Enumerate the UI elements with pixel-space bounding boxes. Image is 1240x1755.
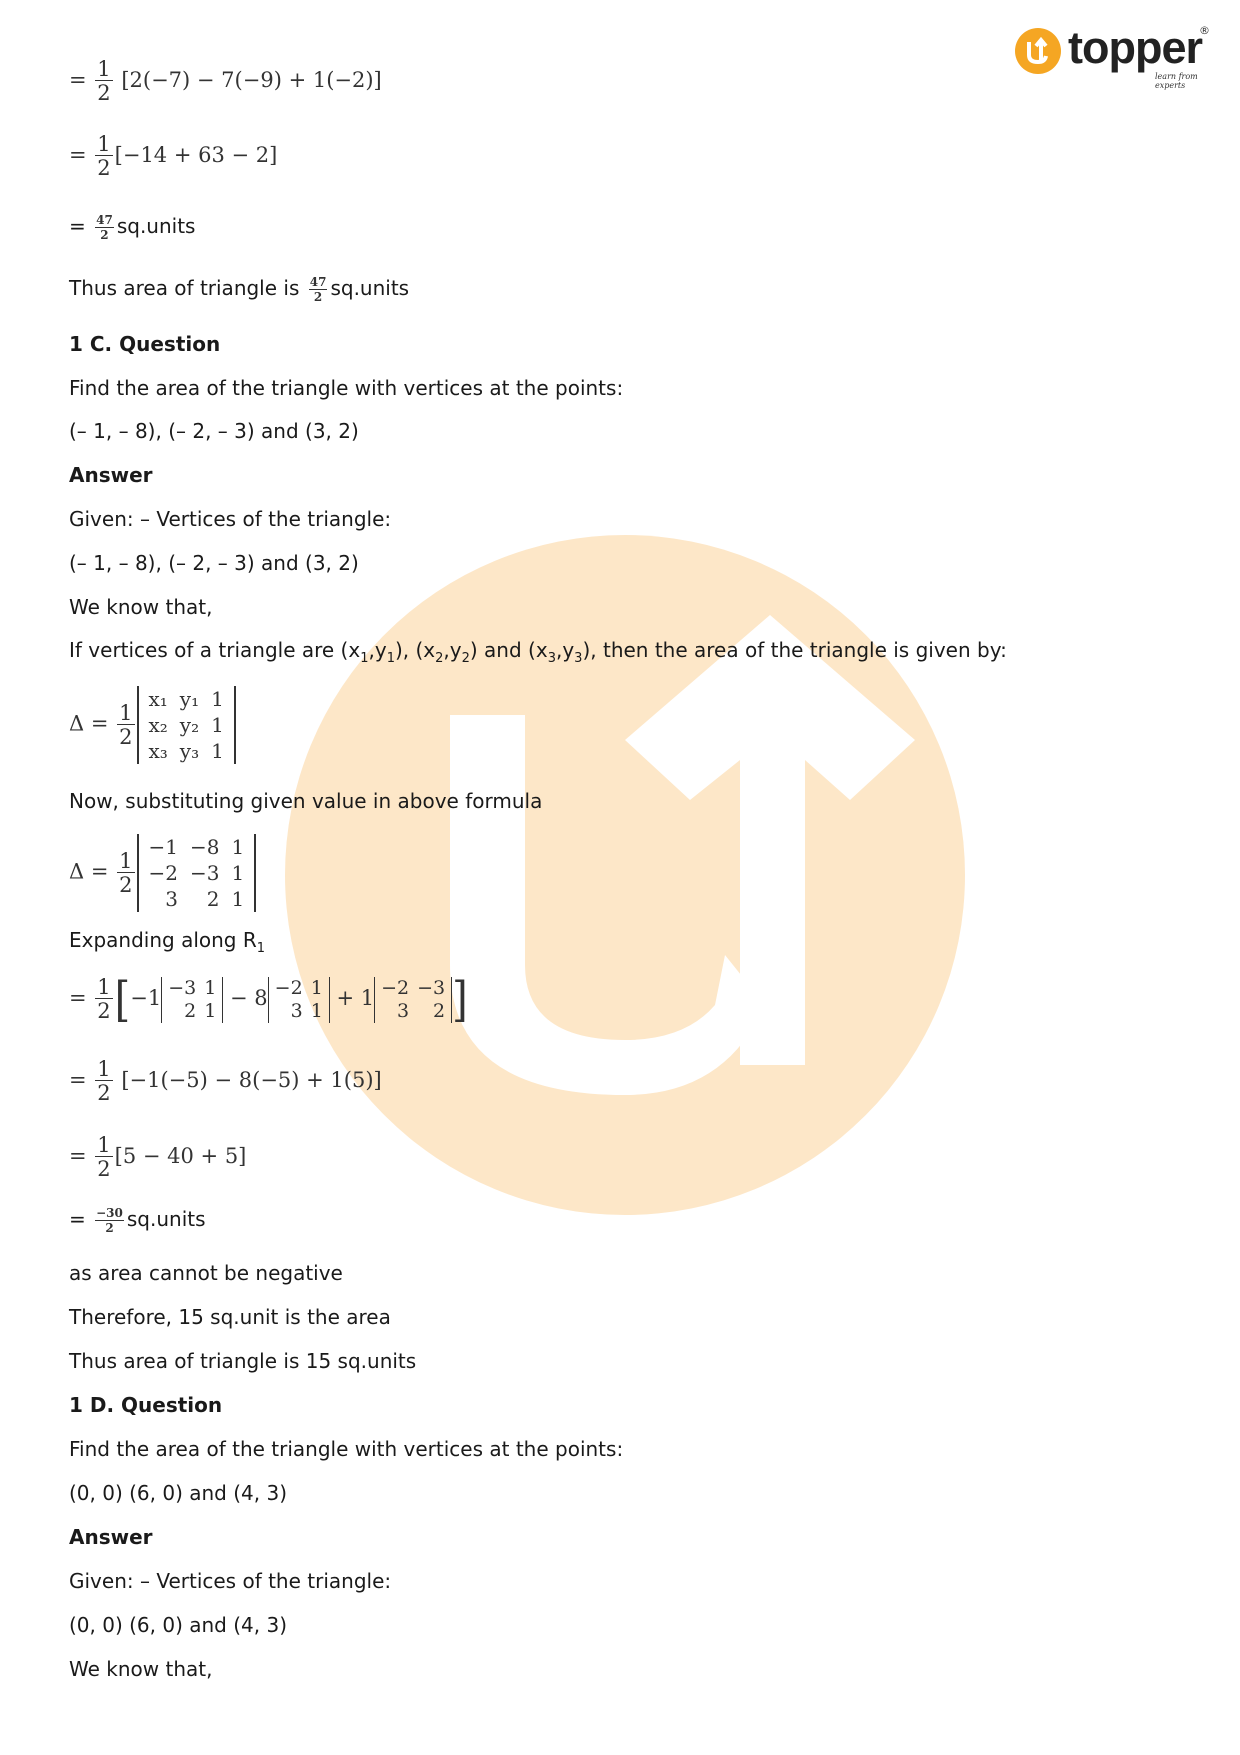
prev-step-2: = $\frac{1}{2}$ [−14 + 63 − 2] [69,132,278,180]
know-text: We know that, [69,595,213,619]
question-points: (– 1, – 8), (– 2, – 3) and (3, 2) [69,419,359,443]
answer-label: Answer [69,463,153,487]
formula-determinant: Δ = $\frac{1}{2}$ x₁ y₁ 1 x₂ y₂ 1 x₃ y₃ 1 [69,686,236,764]
prev-result: = $\frac{47}{2}$ sq.units [69,213,196,242]
therefore-text: Therefore, 15 sq.unit is the area [69,1305,391,1329]
sum-step: = $\frac{1}{2}$ [5 − 40 + 5] [69,1133,247,1181]
prev-conclusion: Thus area of triangle is $\frac{47}{2}$ sq.units [69,275,410,304]
question-points: (0, 0) (6, 0) and (4, 3) [69,1481,288,1505]
expansion-step: = $\frac{1}{2}$ [−1 −3 1 2 1 − 8 −2 1 3 1 + 1 −2 −3 3 2 ] [69,971,468,1028]
logo-registered: ® [1199,24,1210,37]
given-text: Given: – Vertices of the triangle: [69,507,392,531]
question-prompt: Find the area of the triangle with vertices at the points: [69,1437,624,1461]
u-logo-icon [1015,28,1061,74]
logo-tagline: learn from experts [1155,72,1198,90]
formula-text: If vertices of a triangle are $(x_1,y_1)$, $(x_2,y_2)$ and $(x_3,y_3)$, then the area of the triangle is given by: [69,638,1007,666]
know-text: We know that, [69,1657,213,1681]
answer-label: Answer [69,1525,153,1549]
logo-brand: topper [1068,22,1202,73]
given-text: Given: – Vertices of the triangle: [69,1569,392,1593]
given-points: (0, 0) (6, 0) and (4, 3) [69,1613,288,1637]
substituted-determinant: Δ = $\frac{1}{2}$ −1 −8 1 −2 −3 1 3 2 1 [69,834,256,912]
conclusion-text: Thus area of triangle is 15 sq.units [69,1349,417,1373]
prev-step-1: = $\frac{1}{2}$ [2(−7) − 7(−9) + 1(−2)] [69,57,382,105]
result-step: = $\frac{-30}{2}$ sq.units [69,1206,206,1235]
evaluation-step: = $\frac{1}{2}$ [−1(−5) − 8(−5) + 1(5)] [69,1057,382,1105]
negative-note: as area cannot be negative [69,1261,343,1285]
question-title: 1 C. Question [69,332,221,356]
expand-text: Expanding along $R_1$ [69,928,266,956]
question-title: 1 D. Question [69,1393,223,1417]
question-prompt: Find the area of the triangle with vertices at the points: [69,376,624,400]
substitute-text: Now, substituting given value in above formula [69,789,543,813]
given-points: (– 1, – 8), (– 2, – 3) and (3, 2) [69,551,359,575]
topper-logo [1015,22,1215,88]
